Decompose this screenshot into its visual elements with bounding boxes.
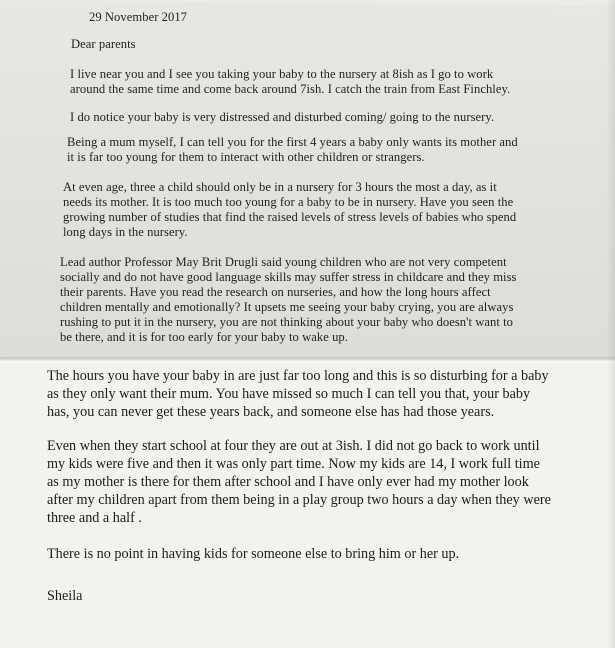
paragraph-line: needs its mother. It is too much too young for a baby to be in nursery. Have you seen the <box>63 195 514 209</box>
paragraph-line: Lead author Professor May Brit Drugli said young children who are not very competent <box>60 255 507 269</box>
paragraph-line: their parents. Have you read the research on nurseries, and how the long hours affect <box>60 285 491 299</box>
paragraph-line: as they only want their mum. You have missed so much I can tell you that, your baby <box>47 386 531 402</box>
paragraph-line: The hours you have your baby in are just far too long and this is so disturbing for a baby <box>47 368 549 384</box>
paragraph-line: after my children apart from them being in a play group two hours a day when they were <box>47 492 551 508</box>
paragraph-line: Being a mum myself, I can tell you for the first 4 years a baby only wants its mother and <box>67 135 518 149</box>
paragraph-line: around the same time and come back around 7ish. I catch the train from East Finchley. <box>70 82 511 96</box>
paper-fold-crease <box>0 357 615 363</box>
paragraph-line: Even when they start school at four they are out at 3ish. I did not go back to work until <box>47 438 540 454</box>
paragraph-line: my kids were five and then it was only part time. Now my kids are 14, I work full time <box>47 456 540 472</box>
paragraph-line: socially and do not have good language skills may suffer stress in childcare and they miss <box>60 270 517 284</box>
paragraph-line: children mentally and emotionally? It upsets me seeing your baby crying, you are always <box>60 300 514 314</box>
paragraph-line: There is no point in having kids for someone else to bring him or her up. <box>47 546 460 562</box>
paragraph-line: three and a half . <box>47 510 142 526</box>
letter-date: 29 November 2017 <box>89 10 188 24</box>
paragraph-line: be there, and it is for too early for your baby to wake up. <box>60 330 348 344</box>
letter-salutation: Dear parents <box>71 37 136 51</box>
letter-signature: Sheila <box>47 588 83 604</box>
paragraph-line: At even age, three a child should only be in a nursery for 3 hours the most a day, as it <box>63 180 497 194</box>
paragraph-line: long days in the nursery. <box>63 225 188 239</box>
paragraph-line: growing number of studies that find the raised levels of stress levels of babies who spend <box>63 210 517 224</box>
paragraph-line: rushing to put it in the nursery, you are not thinking about your baby who doesn't want to <box>60 315 513 329</box>
paragraph-line: I live near you and I see you taking your baby to the nursery at 8ish as I go to work <box>70 67 494 81</box>
paragraph-line: I do notice your baby is very distressed and disturbed coming/ going to the nursery. <box>70 110 495 124</box>
paragraph-line: as my mother is there for them after school and I have only ever had my mother look <box>47 474 529 490</box>
paragraph-line: has, you can never get these years back, and someone else has had those years. <box>47 404 495 420</box>
paragraph-line: it is far too young for them to interact with other children or strangers. <box>67 150 425 164</box>
